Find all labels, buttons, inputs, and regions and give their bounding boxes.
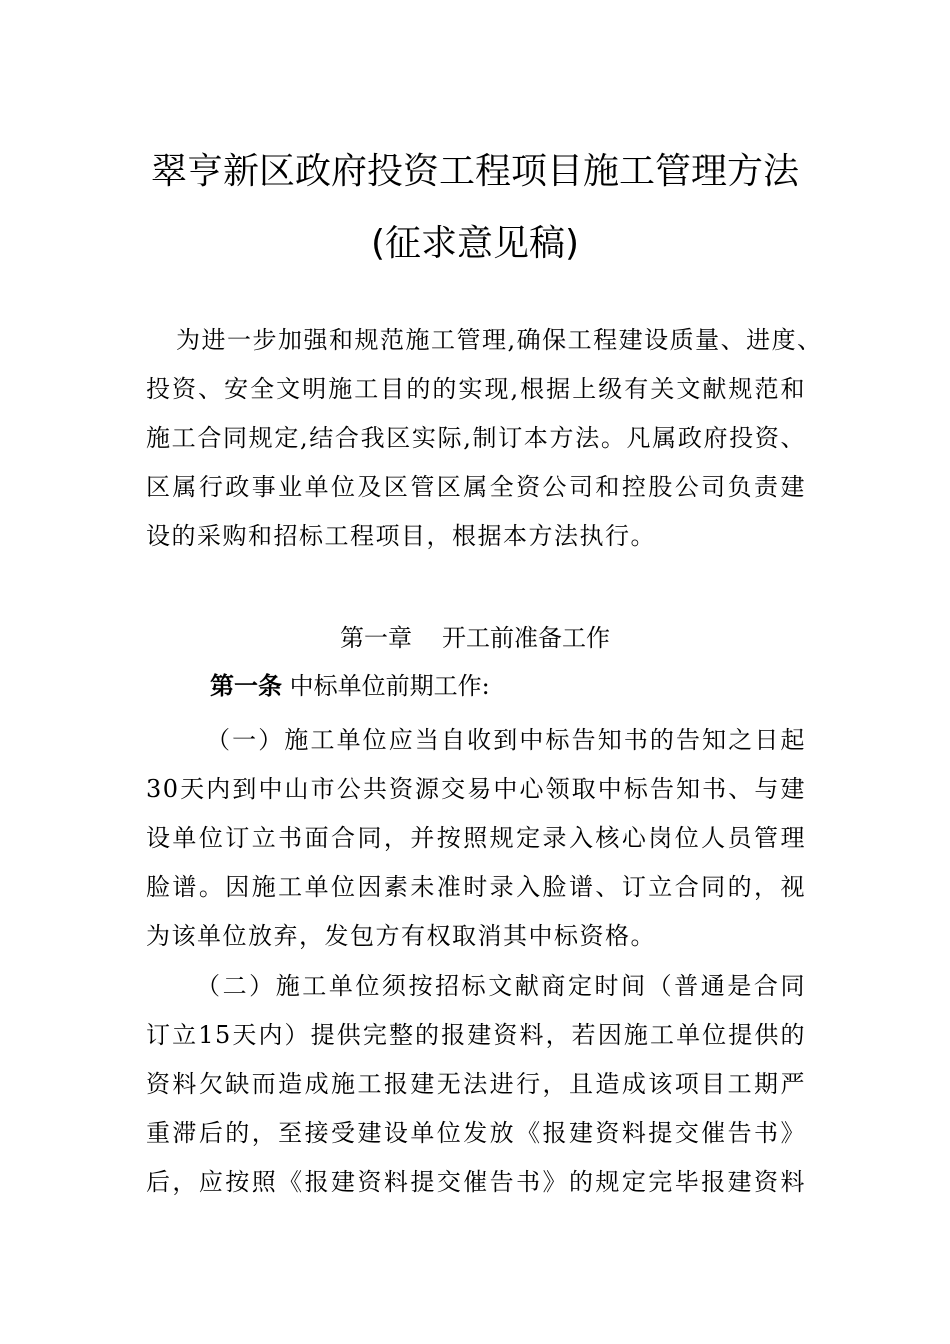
article-heading: [210, 670, 490, 702]
item-line: （二）施工单位须按招标文献商定时间（普通是合同: [196, 972, 806, 1000]
article-title: 中标单位前期工作:: [289, 672, 490, 700]
chapter-title: 开工前准备工作: [442, 624, 610, 652]
chapter-heading: [0, 622, 950, 654]
chapter-number: 第一章: [340, 624, 412, 652]
document-subtitle: (征求意见稿): [370, 223, 580, 264]
item-paragraph-2: [146, 962, 806, 1207]
item-line: 资料欠缺而造成施工报建无法进行，且造成该项目工期严: [146, 1070, 806, 1098]
document-title: 翠亨新区政府投资工程项目施工管理方法: [150, 151, 799, 192]
item-line: 脸谱。因施工单位因素未准时录入脸谱、订立合同的，视: [146, 873, 806, 901]
item-line: （一）施工单位应当自收到中标告知书的告知之日起: [206, 726, 806, 754]
intro-line: 为进一步加强和规范施工管理,确保工程建设质量、进度、: [176, 326, 823, 354]
item-line: 设单位订立书面合同，并按照规定录入核心岗位人员管理: [146, 824, 806, 852]
item-line: 重滞后的，至接受建设单位发放《报建资料提交催告书》: [146, 1119, 806, 1147]
item-line: 订立15天内）提供完整的报建资料，若因施工单位提供的: [146, 1021, 806, 1049]
intro-line: 施工合同规定,结合我区实际,制订本方法。凡属政府投资、: [146, 424, 806, 452]
item-paragraph-1: [146, 716, 806, 961]
intro-paragraph: [146, 316, 823, 561]
article-number: 第一条: [210, 672, 282, 700]
intro-line: 设的采购和招标工程项目，根据本方法执行。: [146, 522, 656, 550]
item-line: 30天内到中山市公共资源交易中心领取中标告知书、与建: [146, 775, 806, 803]
item-line: 后，应按照《报建资料提交催告书》的规定完毕报建资料: [146, 1168, 806, 1196]
item-line: 为该单位放弃，发包方有权取消其中标资格。: [146, 922, 656, 950]
intro-line: 投资、安全文明施工目的的实现,根据上级有关文献规范和: [146, 375, 806, 403]
intro-line: 区属行政事业单位及区管区属全资公司和控股公司负责建: [146, 473, 806, 501]
